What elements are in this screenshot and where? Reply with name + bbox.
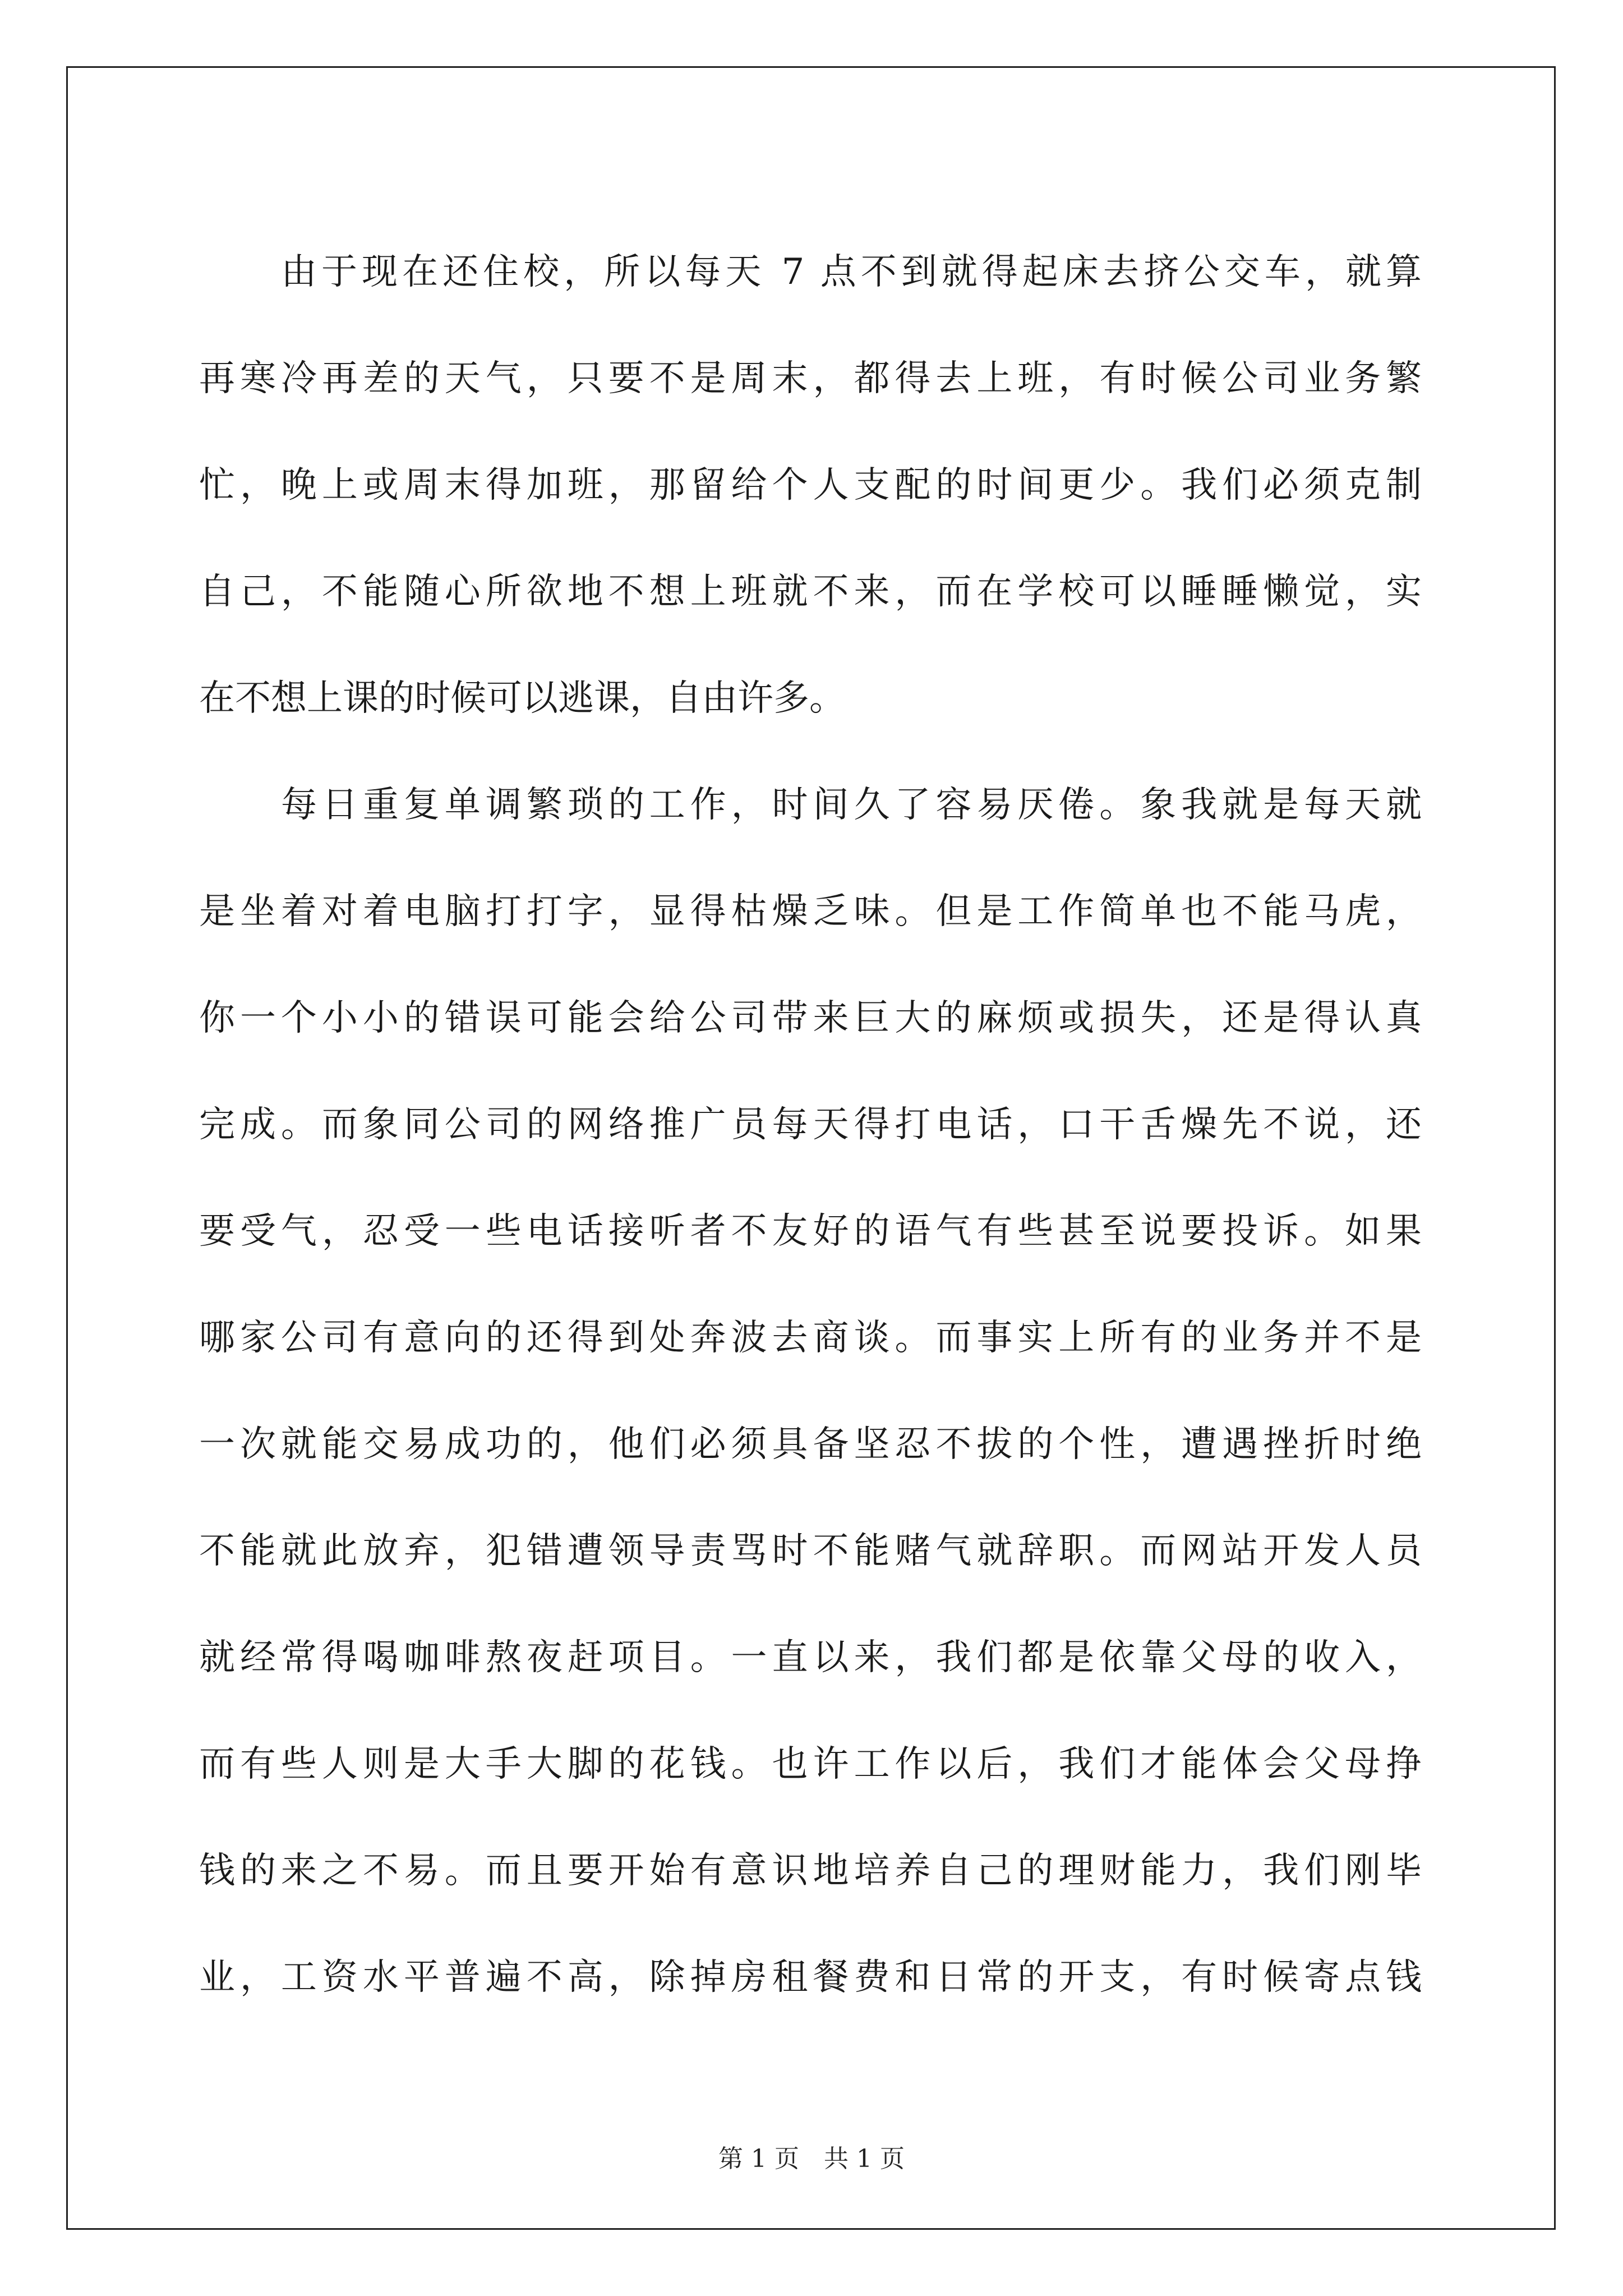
text-line: 钱的来之不易。而且要开始有意识地培养自己的理财能力，我们刚毕: [199, 1850, 1422, 1892]
text-line: 不能就此放弃，犯错遭领导责骂时不能赌气就辞职。而网站开发人员: [199, 1530, 1422, 1572]
text-line: 完成。而象同公司的网络推广员每天得打电话，口干舌燥先不说，还: [199, 1104, 1422, 1145]
text-line: 就经常得喝咖啡熬夜赶项目。一直以来，我们都是依靠父母的收入，: [199, 1637, 1422, 1678]
text-line: 忙，晚上或周末得加班，那留给个人支配的时间更少。我们必须克制: [199, 464, 1422, 506]
text-line: 由于现在还住校，所以每天 7 点不到就得起床去挤公交车，就算: [281, 251, 1422, 293]
text-line: 在不想上课的时候可以逃课，自由许多。: [199, 678, 845, 719]
page-footer: 第 1 页 共 1 页: [718, 2145, 905, 2173]
text-line: 每日重复单调繁琐的工作，时间久了容易厌倦。象我就是每天就: [281, 784, 1422, 826]
text-line: 自己，不能随心所欲地不想上班就不来，而在学校可以睡睡懒觉，实: [199, 571, 1422, 613]
text-line: 而有些人则是大手大脚的花钱。也许工作以后，我们才能体会父母挣: [199, 1743, 1422, 1785]
text-line: 一次就能交易成功的，他们必须具备坚忍不拔的个性，遭遇挫折时绝: [199, 1424, 1422, 1465]
text-line: 你一个小小的错误可能会给公司带来巨大的麻烦或损失，还是得认真: [199, 997, 1422, 1039]
text-line: 是坐着对着电脑打打字，显得枯燥乏味。但是工作简单也不能马虎，: [199, 891, 1422, 932]
text-line: 再寒冷再差的天气，只要不是周末，都得去上班，有时候公司业务繁: [199, 358, 1422, 399]
document-body: [199, 219, 1422, 2031]
text-line: 业，工资水平普遍不高，除掉房租餐费和日常的开支，有时候寄点钱: [199, 1957, 1422, 1998]
text-line: 哪家公司有意向的还得到处奔波去商谈。而事实上所有的业务并不是: [199, 1317, 1422, 1359]
text-line: 要受气，忍受一些电话接听者不友好的语气有些甚至说要投诉。如果: [199, 1211, 1422, 1252]
